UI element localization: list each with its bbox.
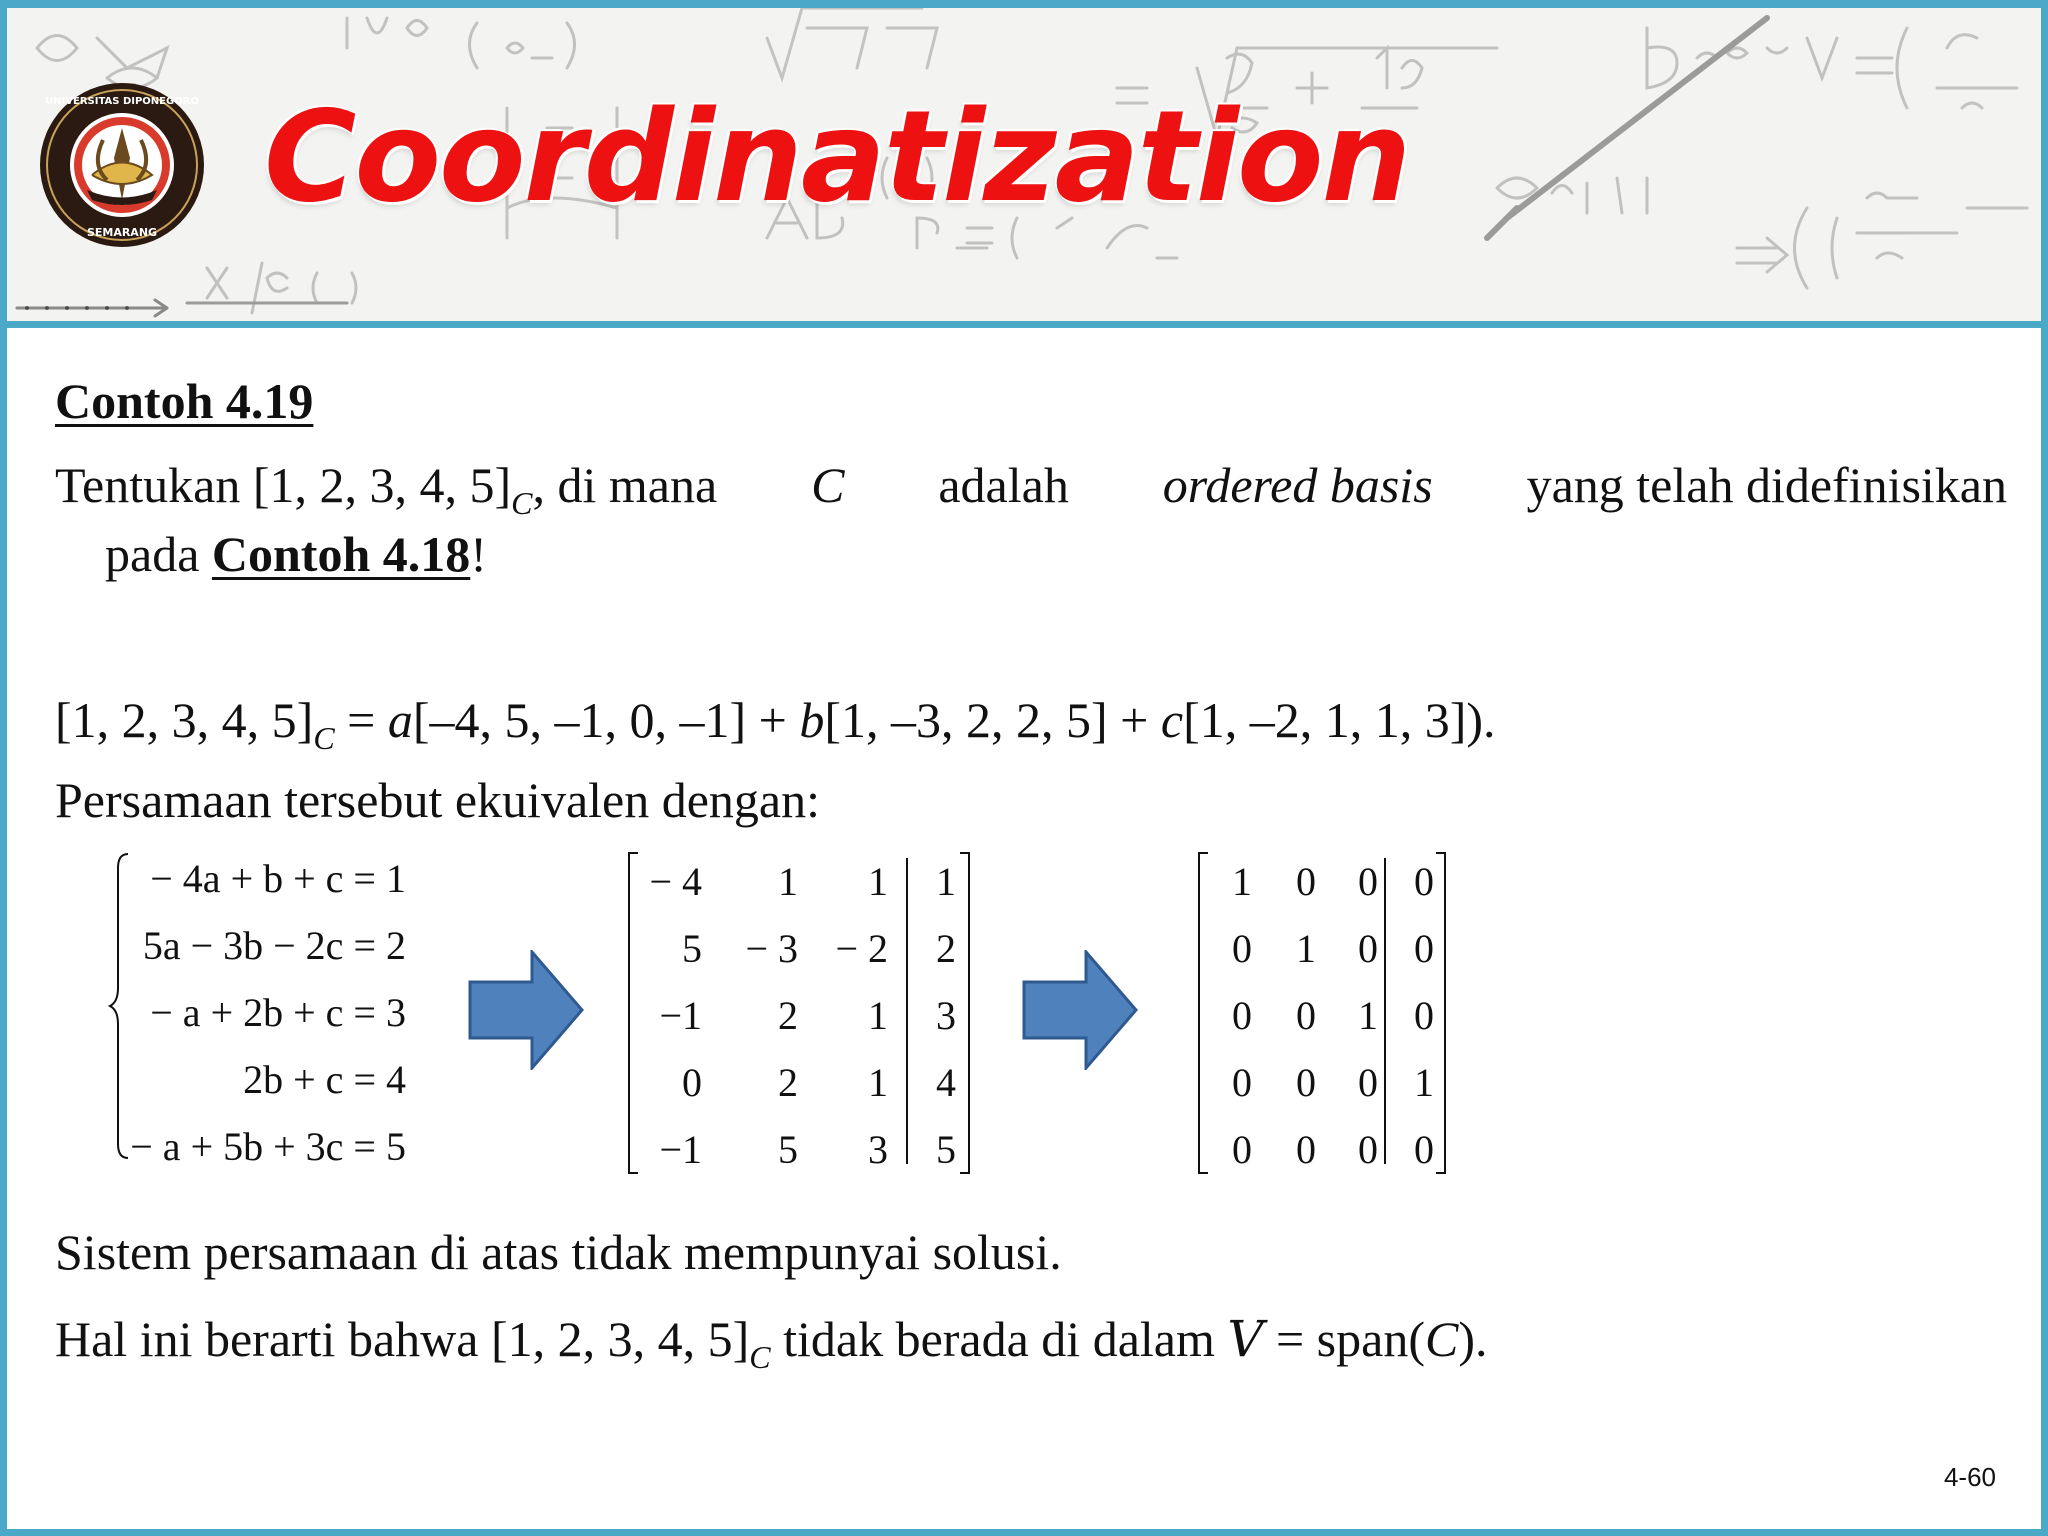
matrix-cell: 0 [1296, 1127, 1316, 1172]
problem-is: adalah [938, 457, 1069, 513]
matrix-cell: 0 [1296, 1060, 1316, 1105]
matrix-cell: −1 [659, 993, 702, 1038]
combination-subscript: C [313, 720, 335, 756]
conclusion-text: tidak berada di dalam [770, 1311, 1228, 1367]
matrix-cell: 0 [1414, 926, 1434, 971]
problem-defined: yang telah didefinisikan [1526, 457, 2007, 513]
matrix-cell: 5 [778, 1127, 798, 1172]
equivalent-text: Persamaan tersebut ekuivalen dengan: [55, 772, 820, 828]
matrix-cell: 3 [936, 993, 956, 1038]
vector-2: [1, –3, 2, 2, 5] + [824, 692, 1161, 748]
matrix-cell: − 3 [745, 926, 798, 971]
problem-text-1 [55, 457, 717, 522]
matrix-cell: 0 [1232, 1060, 1252, 1105]
matrix-cell: 0 [1358, 859, 1378, 904]
space-v-symbol: V [1227, 1310, 1264, 1368]
conclusion-vector: Hal ini berarti bahwa [1, 2, 3, 4, 5] [55, 1311, 750, 1367]
equation-row: 5a − 3b − 2c = 2 [142, 923, 406, 968]
equation-system [108, 850, 428, 1170]
seal-ring-text-top: UNIVERSITAS DIPONEGORO [45, 96, 199, 107]
matrix-cell: 1 [936, 859, 956, 904]
rref-matrix [1198, 852, 1446, 1174]
vector-1: [–4, 5, –1, 0, –1] + [412, 692, 800, 748]
problem-subscript: C [511, 485, 533, 521]
matrix-cell: 1 [1414, 1060, 1434, 1105]
matrix-cell: 5 [682, 926, 702, 971]
matrix-left-bracket [628, 852, 638, 1174]
coef-b: b [799, 692, 825, 748]
conclusion-basis-c: C [1424, 1311, 1459, 1367]
equation-row: − 4a + b + c = 1 [150, 856, 406, 901]
matrix-cell: 0 [682, 1060, 702, 1105]
equation-row: − a + 2b + c = 3 [150, 990, 406, 1035]
problem-vector: Tentukan [1, 2, 3, 4, 5] [55, 457, 512, 513]
matrix-cell: 1 [1296, 926, 1316, 971]
matrix-cell: 2 [778, 993, 798, 1038]
matrix-right-bracket [1436, 852, 1446, 1174]
augmented-matrix [628, 852, 970, 1174]
conclusion-subscript: C [749, 1339, 771, 1375]
conclusion-not-in-span [55, 1311, 1487, 1376]
matrix-cell: 0 [1414, 993, 1434, 1038]
matrix-cell: 1 [778, 859, 798, 904]
matrix-cell: 0 [1296, 993, 1316, 1038]
conclusion-span: = span( [1263, 1311, 1425, 1367]
problem-ordered-basis: ordered basis [1162, 457, 1433, 513]
problem-statement-line1 [55, 457, 2007, 522]
matrix-cell: 2 [936, 926, 956, 971]
matrix-cell: 0 [1358, 926, 1378, 971]
page-number: 4-60 [1943, 1462, 1996, 1492]
problem-statement-line2 [105, 526, 487, 584]
combination-equals: = [334, 692, 388, 748]
matrix-cell: − 2 [835, 926, 888, 971]
matrix-cell: 0 [1296, 859, 1316, 904]
seal-ring-text-bottom: SEMARANG [86, 226, 158, 239]
coef-a: a [387, 692, 413, 748]
problem-exclaim: ! [470, 526, 487, 582]
matrix-cell: 3 [868, 1127, 888, 1172]
equation-row: 2b + c = 4 [243, 1057, 406, 1102]
matrix-cell: 0 [1232, 993, 1252, 1038]
matrix-cell: 0 [1232, 1127, 1252, 1172]
matrix-cell: − 4 [649, 859, 702, 904]
matrix-cell: 0 [1358, 1127, 1378, 1172]
matrix-cell: 0 [1358, 1060, 1378, 1105]
matrix-cell: 1 [868, 993, 888, 1038]
right-arrow-icon [468, 950, 584, 1070]
right-arrow-icon [1022, 950, 1138, 1070]
problem-where: , di mana [532, 457, 718, 513]
matrix-cell: 1 [868, 859, 888, 904]
example-heading: Contoh 4.19 [55, 373, 314, 429]
slide-title: Coordinatization [264, 83, 1410, 230]
matrix-cell: 0 [1414, 1127, 1434, 1172]
vector-3: [1, –2, 1, 1, 3]). [1183, 692, 1496, 748]
conclusion-end: ). [1458, 1311, 1488, 1367]
left-brace-icon [108, 850, 132, 1170]
equation-row: − a + 5b + 3c = 5 [130, 1124, 406, 1169]
problem-on: pada [105, 526, 200, 582]
matrix-cell: 1 [868, 1060, 888, 1105]
coef-c: c [1160, 692, 1184, 748]
matrix-cell: 0 [1414, 859, 1434, 904]
matrix-cell: −1 [659, 1127, 702, 1172]
matrix-cell: 2 [778, 1060, 798, 1105]
linear-combination-equation [55, 692, 1496, 757]
matrix-cell: 4 [936, 1060, 956, 1105]
combination-lhs: [1, 2, 3, 4, 5] [55, 692, 314, 748]
problem-basis-c: C [811, 457, 845, 513]
matrix-cell: 5 [936, 1127, 956, 1172]
matrix-cell: 1 [1358, 993, 1378, 1038]
conclusion-no-solution: Sistem persamaan di atas tidak mempunyai solusi. [55, 1224, 1062, 1280]
matrix-cell: 0 [1232, 926, 1252, 971]
reference-contoh-4-18: Contoh 4.18 [211, 526, 471, 582]
matrix-right-bracket [960, 852, 970, 1174]
matrix-cell: 1 [1232, 859, 1252, 904]
